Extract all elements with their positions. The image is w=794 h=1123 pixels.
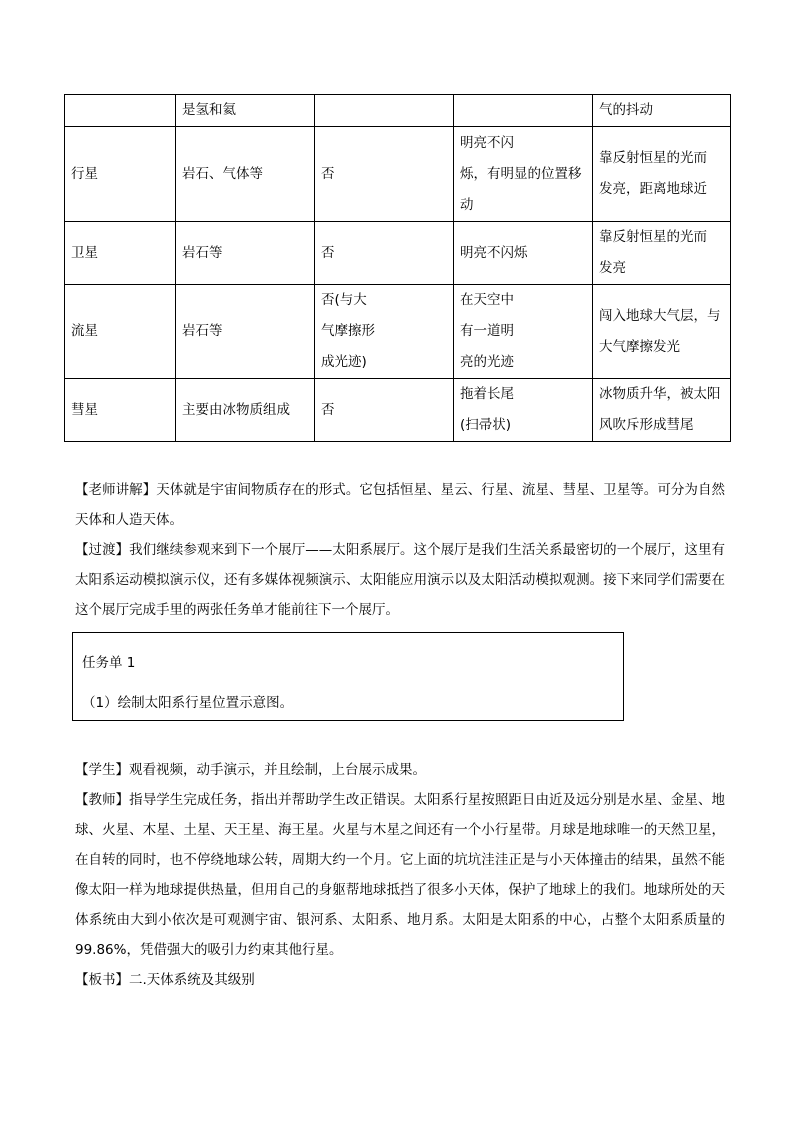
cell-line: 否(与大 [321, 292, 367, 308]
cell-line: (扫帚状) [460, 417, 512, 433]
cell-line: 气摩擦形 [321, 323, 375, 339]
cell-appearance [454, 285, 593, 379]
cell-line: 在天空中 [460, 292, 514, 308]
cell-body-name: 卫星 [65, 222, 176, 285]
cell-appearance [454, 379, 593, 442]
cell-body-name: 流星 [65, 285, 176, 379]
cell-line: 气的抖动 [599, 102, 653, 118]
task-sheet-box [72, 632, 624, 721]
cell-line: 否 [321, 401, 335, 418]
cell-emits-light [315, 95, 454, 127]
table-row [65, 285, 731, 379]
cell-composition: 岩石、气体等 [176, 127, 315, 222]
cell-body-name: 行星 [65, 127, 176, 222]
cell-line: 有一道明 [460, 323, 514, 339]
cell-composition: 岩石等 [176, 222, 315, 285]
table-row [65, 222, 731, 285]
cell-emits-light [315, 379, 454, 442]
cell-line: 烁，有明显的位置移 [460, 165, 582, 182]
cell-body-name: 彗星 [65, 379, 176, 442]
cell-cause [593, 95, 731, 127]
cell-cause [593, 379, 731, 442]
celestial-bodies-table [64, 94, 731, 442]
cell-appearance [454, 95, 593, 127]
cell-cause [593, 222, 731, 285]
cell-emits-light [315, 285, 454, 379]
cell-line: 靠反射恒星的光而 [599, 229, 707, 245]
cell-composition: 主要由冰物质组成 [176, 379, 315, 442]
task-sheet-title: 任务单 1 [82, 655, 136, 671]
cell-composition: 岩石等 [176, 285, 315, 379]
board-writing-paragraph: 【板书】二.天体系统及其级别 [75, 972, 255, 988]
cell-line: 发亮，距离地球近 [599, 181, 707, 197]
cell-line: 风吹斥形成彗尾 [599, 417, 694, 433]
teacher-explanation-paragraph: 【老师讲解】天体就是宇宙间物质存在的形式。它包括恒星、星云、行星、流星、彗星、卫星等。可分为自然天体和人造天体。 [75, 482, 725, 528]
cell-line: 亮的光迹 [460, 354, 514, 370]
cell-emits-light [315, 127, 454, 222]
teacher-guidance-paragraph: 【教师】指导学生完成任务，指出并帮助学生改正错误。太阳系行星按照距日由近及远分别是水星、金星、地球、火星、木星、土星、天王星、海王星。火星与木星之间还有一个小行星带。月球是地球唯一的天然卫星，在自转的同时，也不停绕地球公转，周期大约一个月。它上面的坑坑洼洼正是与小天体撞击的结果，虽然不能像太阳一样为地球提供热量，但用自己的身躯帮地球抵挡了很多小天体，保护了地球上的我们。地球所处的天体系统由大到小依次是可观测宇宙、银河系、太阳系、地月系。太阳是太阳系的中心，占整个太阳系质量的99.86%，凭借强大的吸引力约束其他行星。 [75, 792, 725, 958]
cell-composition: 是氢和氦 [176, 95, 315, 127]
cell-line: 拖着长尾 [460, 386, 514, 402]
cell-line: 否 [321, 244, 335, 261]
cell-line: 冰物质升华，被太阳 [599, 386, 721, 402]
cell-line: 明亮不闪烁 [460, 244, 528, 261]
cell-line: 动 [460, 196, 474, 213]
cell-body-name [65, 95, 176, 127]
cell-line: 发亮 [599, 260, 626, 276]
student-paragraph: 【学生】观看视频，动手演示，并且绘制，上台展示成果。 [75, 762, 426, 778]
cell-line: 成光迹) [321, 354, 367, 370]
task-sheet-item: （1）绘制太阳系行星位置示意图。 [82, 695, 294, 711]
table-row [65, 95, 731, 127]
table-row [65, 127, 731, 222]
transition-paragraph: 【过渡】我们继续参观来到下一个展厅——太阳系展厅。这个展厅是我们生活关系最密切的一个展厅，这里有太阳系运动模拟演示仪，还有多媒体视频演示、太阳能应用演示以及太阳活动模拟观测。接下来同学们需要在这个展厅完成手里的两张任务单才能前往下一个展厅。 [75, 542, 725, 618]
cell-cause [593, 285, 731, 379]
cell-line: 大气摩擦发光 [599, 338, 680, 355]
cell-emits-light [315, 222, 454, 285]
cell-cause [593, 127, 731, 222]
cell-appearance [454, 127, 593, 222]
table-row [65, 379, 731, 442]
cell-line: 闯入地球大气层，与 [599, 307, 721, 324]
cell-line: 否 [321, 165, 335, 182]
cell-line: 明亮不闪 [460, 134, 514, 151]
cell-line: 靠反射恒星的光而 [599, 150, 707, 166]
cell-appearance [454, 222, 593, 285]
